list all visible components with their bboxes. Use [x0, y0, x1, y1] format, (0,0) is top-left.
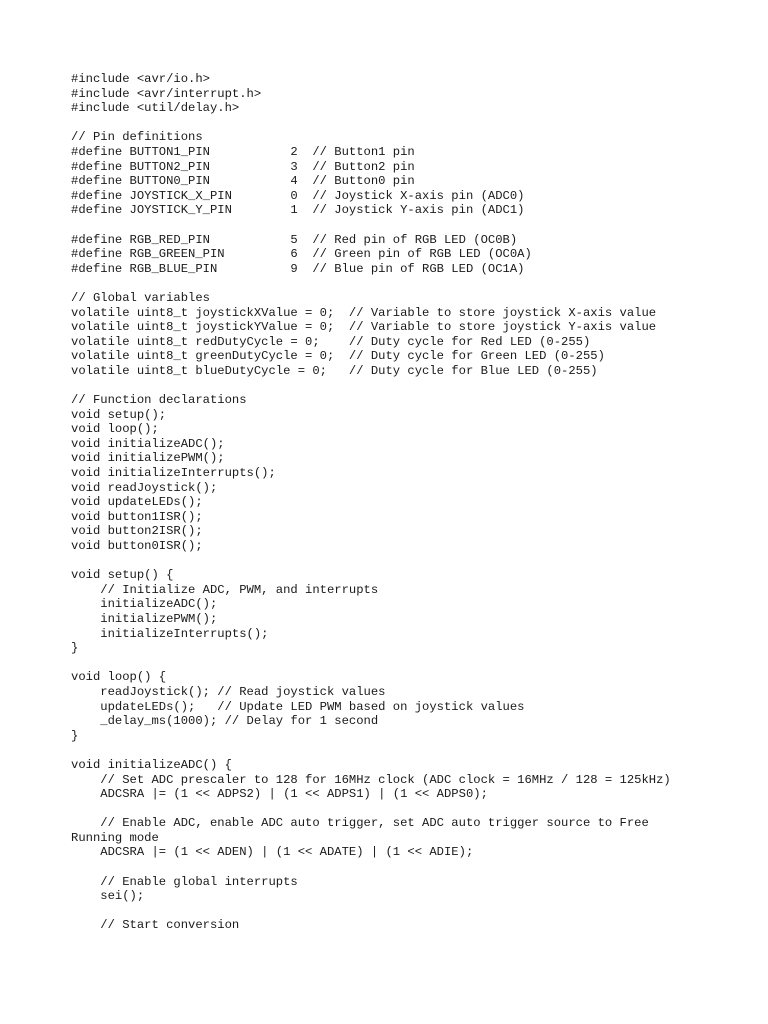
code-line: initializeInterrupts(); [71, 626, 269, 641]
code-line: // Global variables [71, 290, 210, 305]
code-line: // Set ADC prescaler to 128 for 16MHz clock (ADC clock = 16MHz / 128 = 125kHz) [71, 772, 671, 787]
code-line: sei(); [71, 889, 145, 904]
code-line [71, 378, 761, 393]
code-line [71, 743, 761, 758]
code-line [71, 656, 761, 671]
code-line: Running mode [71, 830, 159, 845]
code-line: initializeADC(); [71, 597, 218, 612]
code-line: #include <util/delay.h> [71, 101, 240, 116]
code-line: #define JOYSTICK_Y_PIN 1 // Joystick Y-axis pin (ADC1) [71, 203, 525, 218]
code-line [71, 904, 761, 919]
code-line: } [71, 641, 79, 656]
code-line: // Enable global interrupts [71, 874, 298, 889]
code-line: #define RGB_BLUE_PIN 9 // Blue pin of RGB LED (OC1A) [71, 261, 525, 276]
code-line: #define RGB_GREEN_PIN 6 // Green pin of RGB LED (OC0A) [71, 247, 532, 262]
code-line: void button2ISR(); [71, 524, 203, 539]
code-line: #include <avr/io.h> [71, 72, 210, 86]
code-line: void initializeADC(); [71, 436, 225, 451]
code-line [71, 218, 761, 233]
code-line: #define BUTTON0_PIN 4 // Button0 pin [71, 174, 415, 189]
code-line: #include <avr/interrupt.h> [71, 86, 262, 101]
code-line: void updateLEDs(); [71, 495, 203, 510]
code-line: volatile uint8_t greenDutyCycle = 0; // Duty cycle for Green LED (0-255) [71, 349, 605, 364]
code-line: void setup(); [71, 407, 167, 422]
code-line: void initializeInterrupts(); [71, 466, 276, 481]
code-line: volatile uint8_t blueDutyCycle = 0; // Duty cycle for Blue LED (0-255) [71, 363, 598, 378]
code-line: #define BUTTON2_PIN 3 // Button2 pin [71, 159, 415, 174]
code-line [71, 276, 761, 291]
code-line: #define BUTTON1_PIN 2 // Button1 pin [71, 144, 415, 159]
code-line: void readJoystick(); [71, 480, 218, 495]
code-line: // Function declarations [71, 393, 247, 408]
code-line [71, 860, 761, 875]
code-line [71, 802, 761, 817]
code-line: void loop() { [71, 670, 167, 685]
code-line: readJoystick(); // Read joystick values [71, 684, 386, 699]
code-line: #define RGB_RED_PIN 5 // Red pin of RGB LED (OC0B) [71, 232, 518, 247]
code-line [71, 554, 761, 569]
code-line: volatile uint8_t joystickXValue = 0; // Variable to store joystick X-axis value [71, 305, 657, 320]
code-line: ADCSRA |= (1 << ADPS2) | (1 << ADPS1) | (1 << ADPS0); [71, 787, 488, 802]
code-line: void button0ISR(); [71, 539, 203, 553]
code-line: updateLEDs(); // Update LED PWM based on joystick values [71, 699, 525, 714]
code-line: #define JOYSTICK_X_PIN 0 // Joystick X-axis pin (ADC0) [71, 188, 525, 203]
code-line: } [71, 728, 79, 743]
code-line: // Start conversion [71, 918, 240, 933]
code-line: volatile uint8_t joystickYValue = 0; // Variable to store joystick Y-axis value [71, 320, 657, 335]
code-line [71, 116, 761, 131]
code-line: void setup() { [71, 568, 174, 583]
code-line: void button1ISR(); [71, 509, 203, 524]
code-listing [71, 72, 761, 933]
code-line: // Enable ADC, enable ADC auto trigger, set ADC auto trigger source to Free [71, 816, 649, 831]
code-line: void loop(); [71, 422, 159, 437]
code-line: // Initialize ADC, PWM, and interrupts [71, 582, 379, 597]
code-line: void initializePWM(); [71, 451, 225, 466]
code-line: volatile uint8_t redDutyCycle = 0; // Duty cycle for Red LED (0-255) [71, 334, 591, 349]
code-line: _delay_ms(1000); // Delay for 1 second [71, 714, 379, 729]
code-line: ADCSRA |= (1 << ADEN) | (1 << ADATE) | (1 << ADIE); [71, 845, 474, 860]
code-line: // Pin definitions [71, 130, 203, 145]
code-line: initializePWM(); [71, 611, 218, 626]
code-line: void initializeADC() { [71, 757, 232, 772]
